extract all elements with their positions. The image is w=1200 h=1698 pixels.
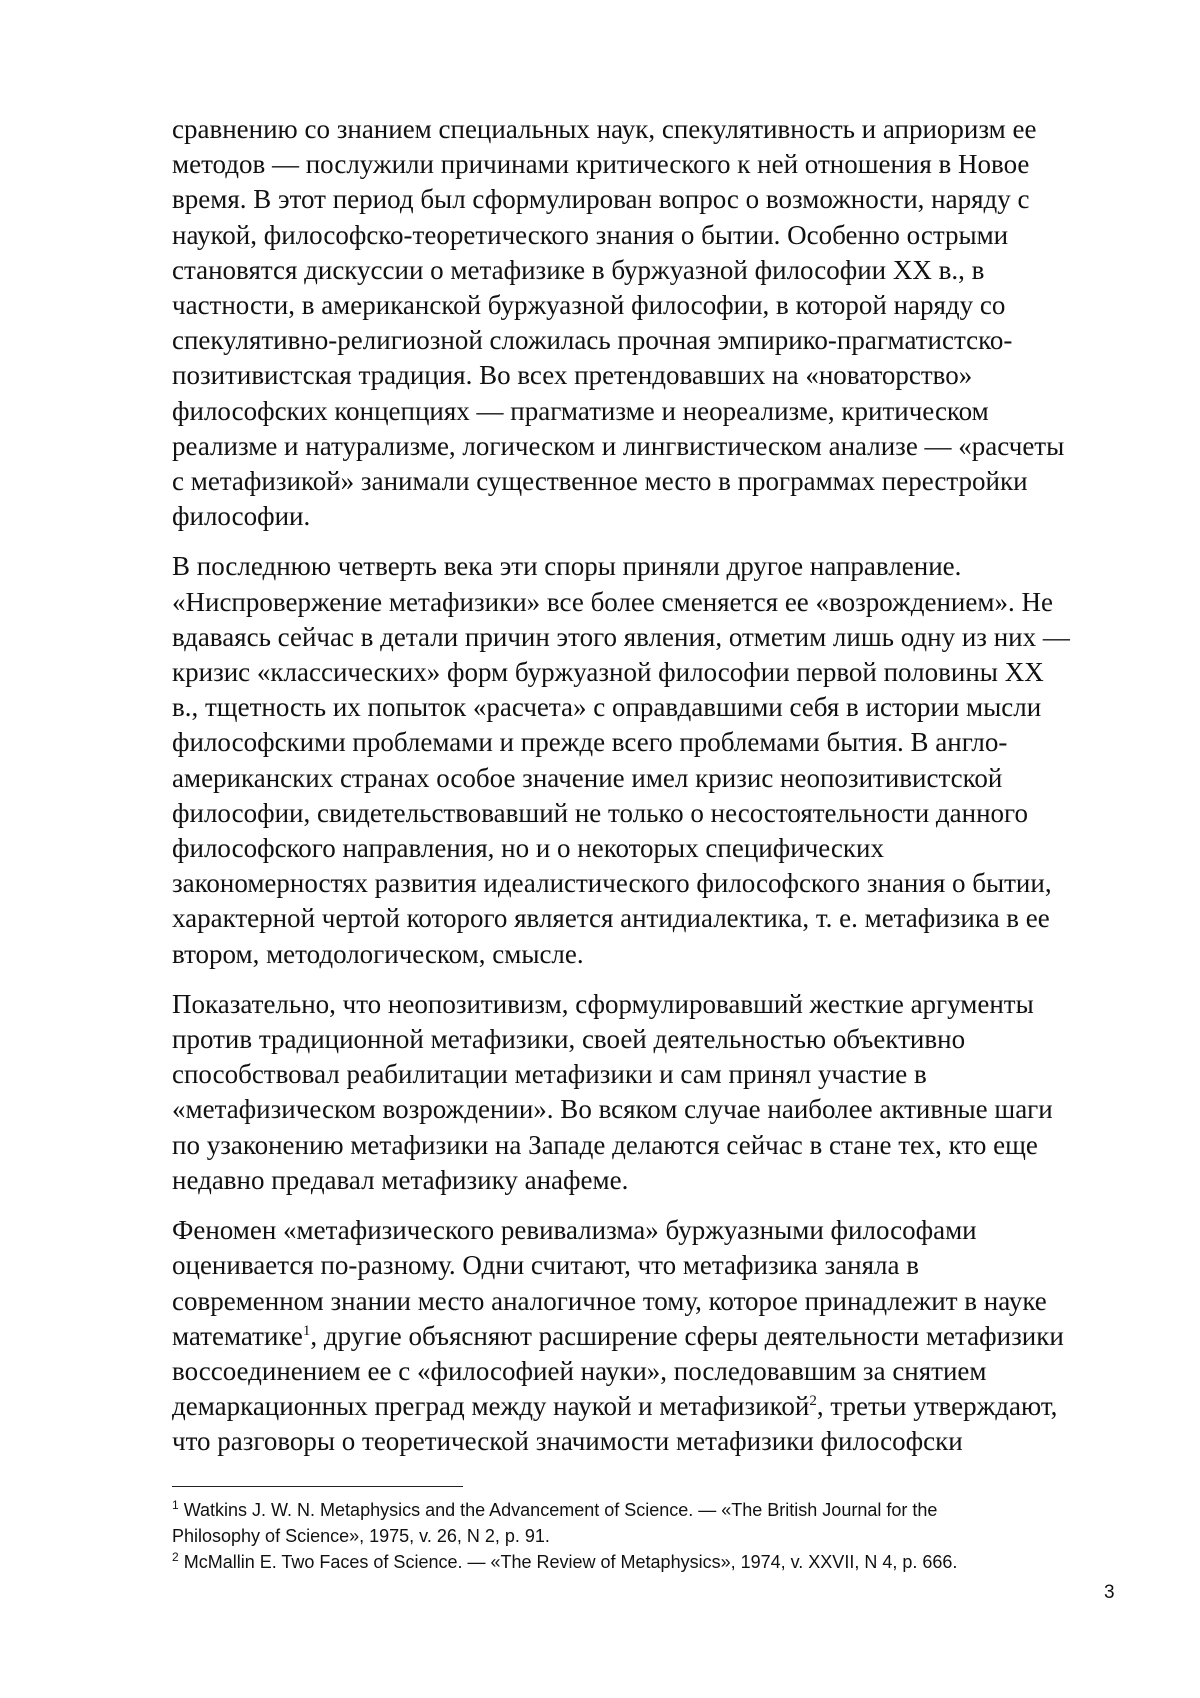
text-line: наукой, философско-теоретического знания о бытии. Особенно острыми xyxy=(172,219,1009,250)
text-line: философских концепциях — прагматизме и неореализме, критическом xyxy=(172,395,989,426)
text-line: время. В этот период был сформулирован вопрос о возможности, наряду с xyxy=(172,184,1030,215)
footnote-line xyxy=(172,1549,1132,1575)
footnote-separator xyxy=(172,1486,463,1487)
body-text xyxy=(172,112,1132,1475)
paragraph-2 xyxy=(172,549,1132,971)
text-line: в., тщетность их попыток «расчета» с оправдавшими себя в истории мысли xyxy=(172,692,1042,723)
text-fragment: , другие объясняют расширение сферы деятельности метафизики xyxy=(310,1320,1064,1351)
footnotes xyxy=(172,1497,1132,1575)
text-line: современном знании место аналогичное тому, которое принадлежит в науке xyxy=(172,1285,1047,1316)
text-line: частности, в американской буржуазной философии, в которой наряду со xyxy=(172,290,1006,321)
footnote-text: McMallin E. Two Faces of Science. — «The Review of Metaphysics», 1974, v. XXVII, N 4, p. 666. xyxy=(183,1552,958,1572)
text-line: «метафизическом возрождении». Во всяком случае наиболее активные шаги xyxy=(172,1094,1053,1125)
text-line: философии. xyxy=(172,501,311,532)
footnote-line: Philosophy of Science», 1975, v. 26, N 2, p. 91. xyxy=(172,1526,550,1546)
text-fragment: демаркационных преград между наукой и метафизикой xyxy=(172,1391,810,1422)
footnote-marker: 2 xyxy=(172,1550,179,1564)
text-line: оценивается по-разному. Одни считают, что метафизика заняла в xyxy=(172,1250,920,1281)
text-line: В последнюю четверть века эти споры приняли другое направление. xyxy=(172,551,962,582)
text-line: американских странах особое значение имел кризис неопозитивистской xyxy=(172,762,1003,793)
text-line: воссоединением ее с «философией науки», последовавшим за снятием xyxy=(172,1355,987,1386)
footnote-ref-1[interactable]: 1 xyxy=(302,1322,311,1339)
text-line: сравнению со знанием специальных наук, спекулятивность и априоризм ее xyxy=(172,114,1037,144)
text-line xyxy=(172,1389,1132,1424)
text-line: характерной чертой которого является антидиалектика, т. е. метафизика в ее xyxy=(172,903,1050,934)
text-line: закономерностях развития идеалистического философского знания о бытии, xyxy=(172,868,1052,899)
paragraph-3 xyxy=(172,987,1132,1198)
footnote-2 xyxy=(172,1549,1132,1575)
paragraph-4 xyxy=(172,1213,1132,1459)
text-line: втором, методологическом, смысле. xyxy=(172,938,584,969)
footnote-marker: 1 xyxy=(172,1498,179,1512)
footnote-line xyxy=(172,1497,1132,1523)
text-line: способствовал реабилитации метафизики и сам принял участие в xyxy=(172,1059,927,1090)
text-line: спекулятивно-религиозной сложилась прочная эмпирико-прагматистско- xyxy=(172,325,1013,356)
text-line: становятся дискуссии о метафизике в буржуазной философии XX в., в xyxy=(172,254,985,285)
text-line: Показательно, что неопозитивизм, сформулировавший жесткие аргументы xyxy=(172,988,1034,1019)
text-line: вдаваясь сейчас в детали причин этого явления, отметим лишь одну из них — xyxy=(172,621,1070,652)
footnote-1 xyxy=(172,1497,1132,1549)
footnote-ref-2[interactable]: 2 xyxy=(809,1393,817,1410)
text-line: недавно предавал метафизику анафеме. xyxy=(172,1164,629,1195)
text-line: философского направления, но и о некоторых специфических xyxy=(172,833,884,864)
text-line: методов — послужили причинами критического к ней отношения в Новое xyxy=(172,149,1030,180)
text-line: философии, свидетельствовавший не только о несостоятельности данного xyxy=(172,797,1028,828)
paragraph-1 xyxy=(172,112,1132,534)
text-line: кризис «классических» форм буржуазной философии первой половины XX xyxy=(172,657,1044,688)
text-line: Феномен «метафизического ревивализма» буржуазными философами xyxy=(172,1215,977,1246)
text-line: философскими проблемами и прежде всего проблемами бытия. В англо- xyxy=(172,727,1008,758)
text-line: «Ниспровержение метафизики» все более сменяется ее «возрождением». Не xyxy=(172,586,1053,617)
text-line: позитивистская традиция. Во всех претендовавших на «новаторство» xyxy=(172,360,973,391)
footnote-text: Watkins J. W. N. Metaphysics and the Advancement of Science. — «The British Journal for the xyxy=(183,1500,938,1520)
text-fragment: , третьи утверждают, xyxy=(816,1391,1058,1422)
text-line: что разговоры о теоретической значимости метафизики философски xyxy=(172,1426,963,1457)
text-line xyxy=(172,1319,1132,1354)
text-line: с метафизикой» занимали существенное место в программах перестройки xyxy=(172,466,1028,497)
text-line: против традиционной метафизики, своей деятельностью объективно xyxy=(172,1024,966,1055)
text-fragment: математике xyxy=(172,1320,303,1351)
text-line: по узаконению метафизики на Западе делаются сейчас в стане тех, кто еще xyxy=(172,1129,1038,1160)
text-line: реализме и натурализме, логическом и лингвистическом анализе — «расчеты xyxy=(172,430,1065,461)
page-number: 3 xyxy=(1104,1582,1115,1603)
